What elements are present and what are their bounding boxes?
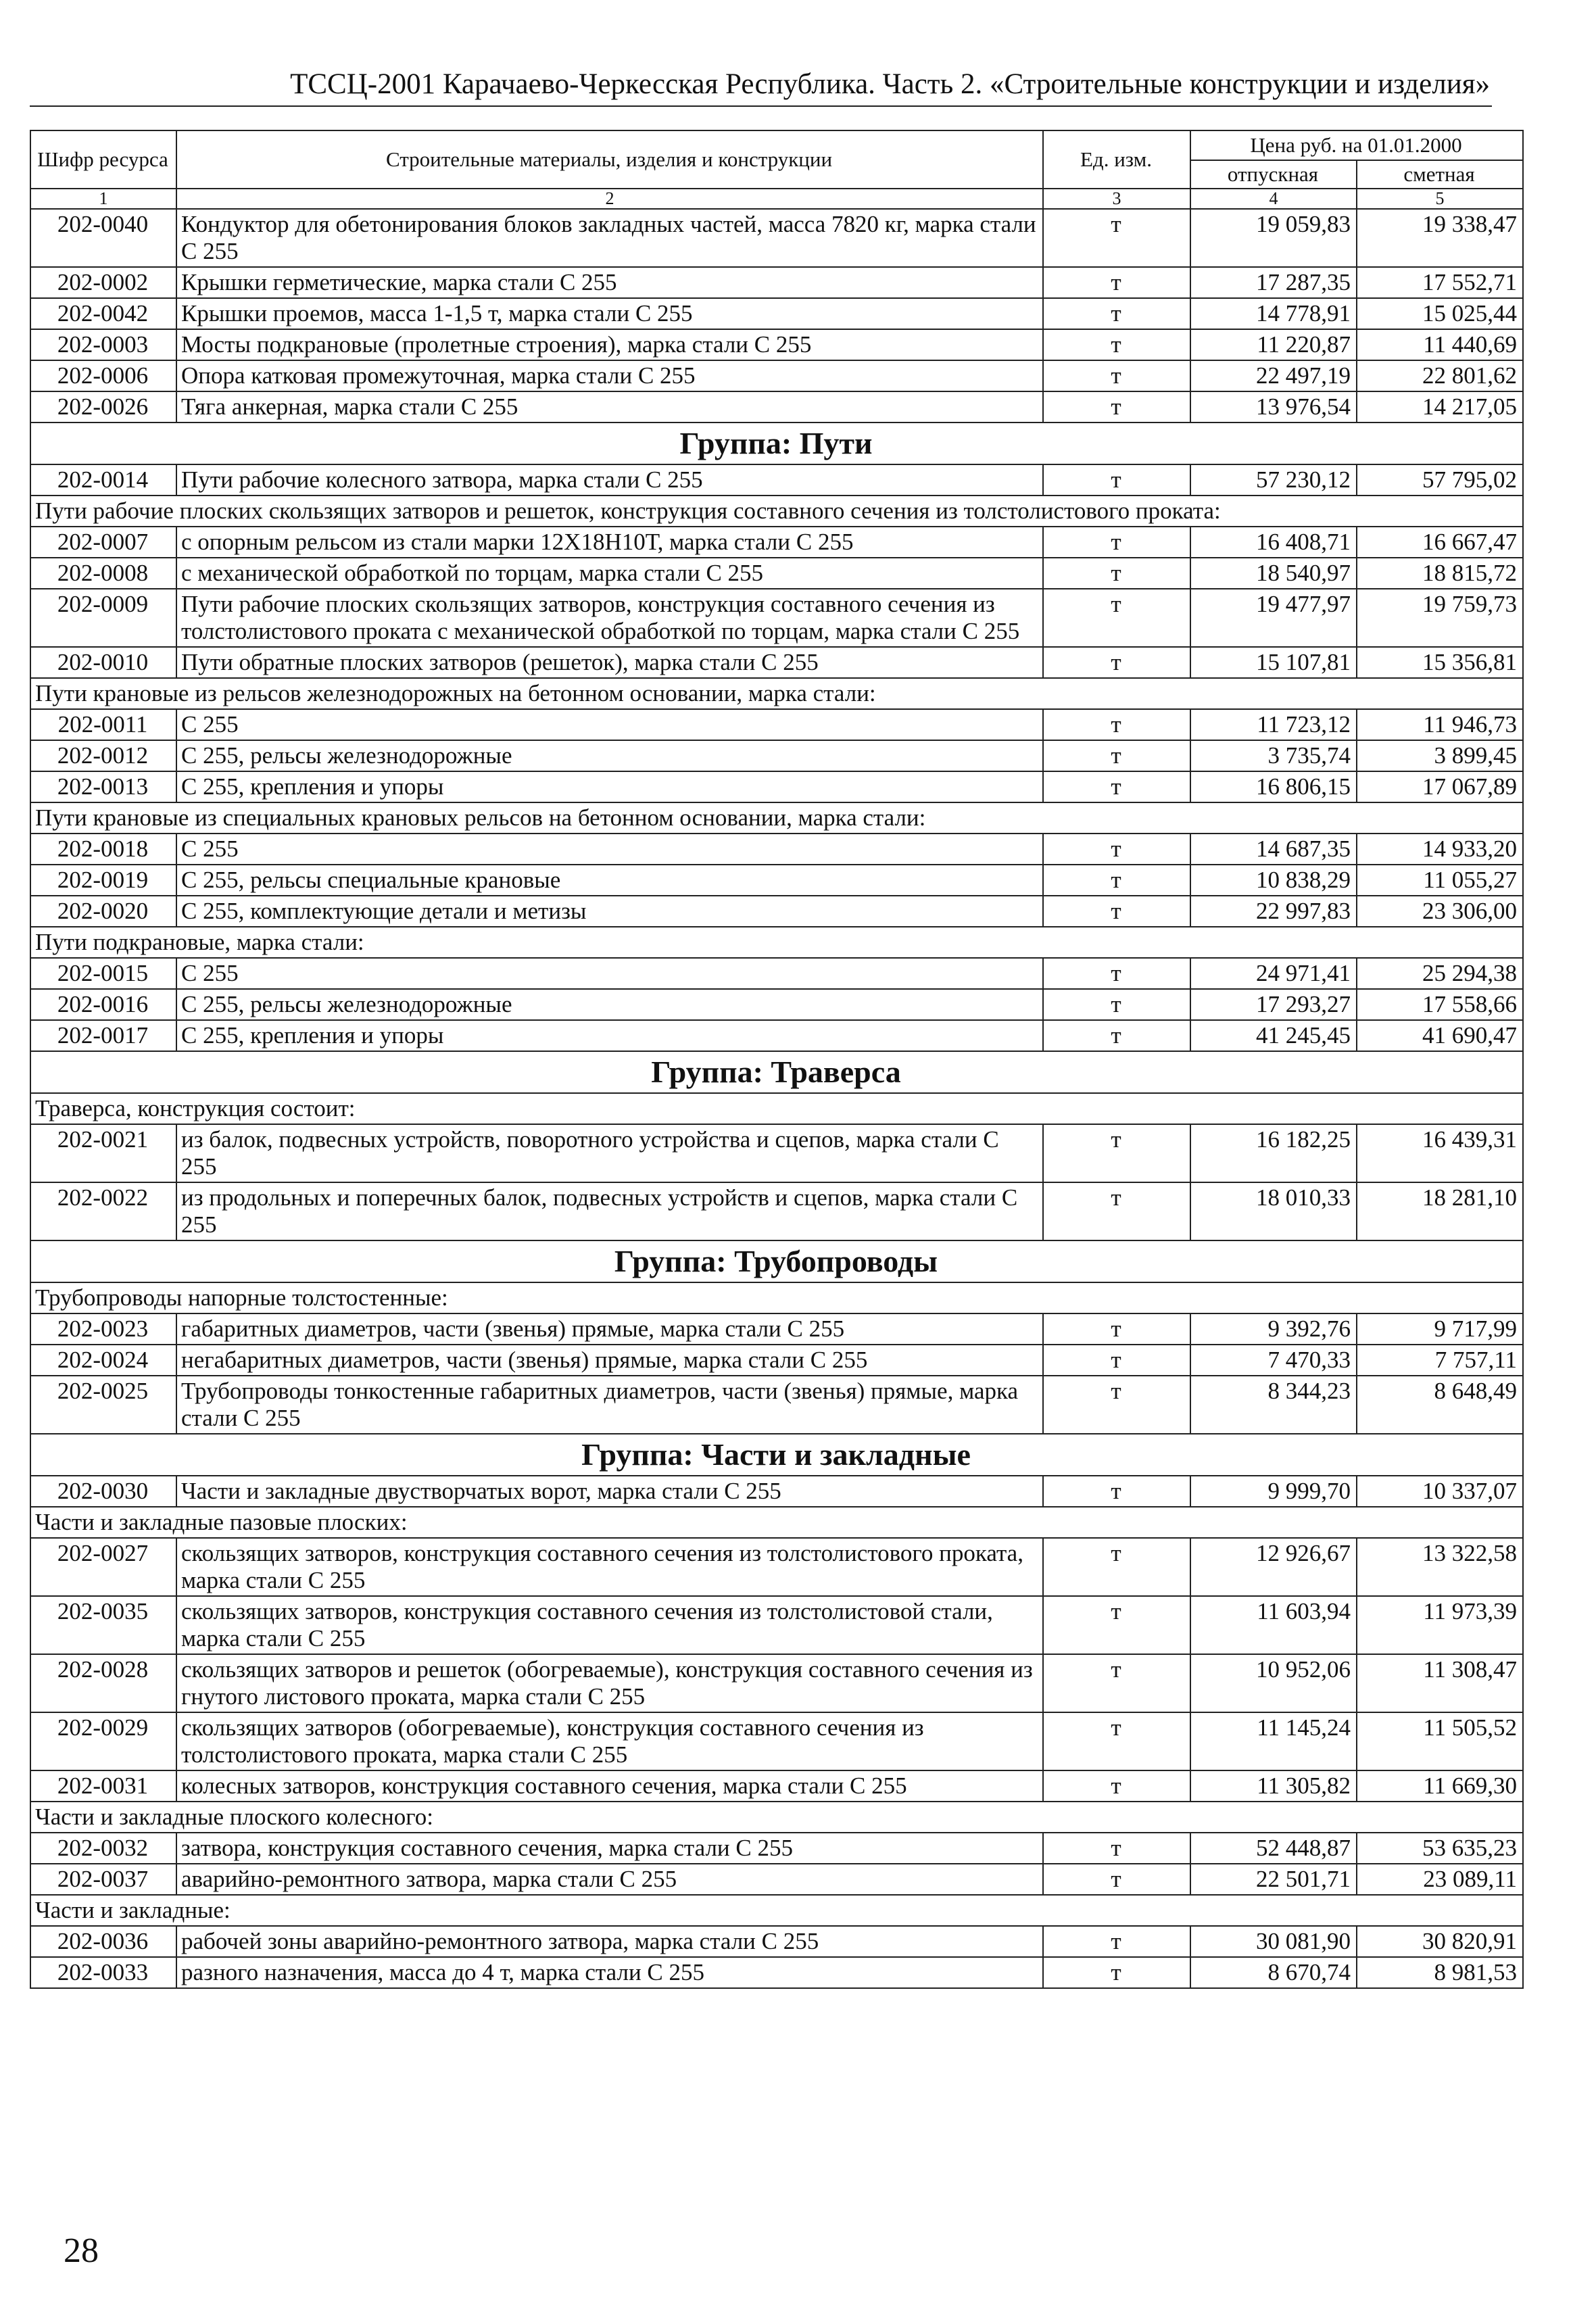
estimate-price-cell: 22 801,62 xyxy=(1357,360,1523,391)
unit-cell: т xyxy=(1043,1712,1190,1770)
table-row xyxy=(30,1712,1523,1770)
release-price-cell: 13 976,54 xyxy=(1190,391,1357,423)
material-name-cell: из продольных и поперечных балок, подвесных устройств и сцепов, марка стали С 255 xyxy=(176,1182,1043,1240)
table-row xyxy=(30,1538,1523,1596)
resource-code-cell: 202-0014 xyxy=(30,464,176,496)
release-price-cell: 22 501,71 xyxy=(1190,1864,1357,1895)
estimate-price-cell: 19 338,47 xyxy=(1357,209,1523,267)
estimate-price-cell: 53 635,23 xyxy=(1357,1833,1523,1864)
material-name-cell: затвора, конструкция составного сечения, марка стали С 255 xyxy=(176,1833,1043,1864)
unit-cell: т xyxy=(1043,298,1190,329)
resource-code-cell: 202-0020 xyxy=(30,896,176,927)
unit-cell: т xyxy=(1043,1182,1190,1240)
table-body xyxy=(30,209,1523,1988)
unit-cell: т xyxy=(1043,1957,1190,1988)
table-row xyxy=(30,464,1523,496)
resource-code-cell: 202-0009 xyxy=(30,589,176,647)
resource-code-cell: 202-0036 xyxy=(30,1926,176,1957)
table-row xyxy=(30,298,1523,329)
table-row xyxy=(30,267,1523,298)
unit-cell: т xyxy=(1043,360,1190,391)
estimate-price-cell: 57 795,02 xyxy=(1357,464,1523,496)
release-price-cell: 7 470,33 xyxy=(1190,1345,1357,1376)
material-name-cell: С 255, крепления и упоры xyxy=(176,1020,1043,1051)
unit-cell: т xyxy=(1043,1654,1190,1712)
release-price-cell: 18 010,33 xyxy=(1190,1182,1357,1240)
estimate-price-cell: 15 025,44 xyxy=(1357,298,1523,329)
resource-code-cell: 202-0028 xyxy=(30,1654,176,1712)
unit-cell: т xyxy=(1043,558,1190,589)
col-header-release: отпускная xyxy=(1190,160,1357,189)
resource-code-cell: 202-0015 xyxy=(30,958,176,989)
group-heading-row xyxy=(30,1051,1523,1093)
release-price-cell: 19 477,97 xyxy=(1190,589,1357,647)
table-row xyxy=(30,527,1523,558)
estimate-price-cell: 14 933,20 xyxy=(1357,834,1523,865)
estimate-price-cell: 3 899,45 xyxy=(1357,740,1523,771)
material-name-cell: скользящих затворов, конструкция составного сечения из толстолистовой стали, марка стали С 255 xyxy=(176,1596,1043,1654)
resource-code-cell: 202-0002 xyxy=(30,267,176,298)
material-name-cell: скользящих затворов, конструкция составного сечения из толстолистового проката, марка стали С 255 xyxy=(176,1538,1043,1596)
unit-cell: т xyxy=(1043,709,1190,740)
estimate-price-cell: 19 759,73 xyxy=(1357,589,1523,647)
estimate-price-cell: 15 356,81 xyxy=(1357,647,1523,678)
estimate-price-cell: 11 055,27 xyxy=(1357,865,1523,896)
release-price-cell: 12 926,67 xyxy=(1190,1538,1357,1596)
release-price-cell: 19 059,83 xyxy=(1190,209,1357,267)
estimate-price-cell: 16 667,47 xyxy=(1357,527,1523,558)
unit-cell: т xyxy=(1043,1020,1190,1051)
material-name-cell: Крышки проемов, масса 1-1,5 т, марка стали С 255 xyxy=(176,298,1043,329)
release-price-cell: 11 305,82 xyxy=(1190,1770,1357,1802)
unit-cell: т xyxy=(1043,1124,1190,1182)
unit-cell: т xyxy=(1043,1345,1190,1376)
col-header-unit: Ед. изм. xyxy=(1043,130,1190,189)
subheading-row xyxy=(30,927,1523,958)
table-row xyxy=(30,1345,1523,1376)
estimate-price-cell: 11 505,52 xyxy=(1357,1712,1523,1770)
material-name-cell: аварийно-ремонтного затвора, марка стали С 255 xyxy=(176,1864,1043,1895)
material-name-cell: С 255, крепления и упоры xyxy=(176,771,1043,802)
resource-code-cell: 202-0011 xyxy=(30,709,176,740)
material-name-cell: Тяга анкерная, марка стали С 255 xyxy=(176,391,1043,423)
table-row xyxy=(30,647,1523,678)
unit-cell: т xyxy=(1043,865,1190,896)
resource-code-cell: 202-0007 xyxy=(30,527,176,558)
resource-code-cell: 202-0013 xyxy=(30,771,176,802)
material-name-cell: Пути рабочие плоских скользящих затворов, конструкция составного сечения из толстолистового проката с механической обработкой по торцам, марка стали С 255 xyxy=(176,589,1043,647)
estimate-price-cell: 25 294,38 xyxy=(1357,958,1523,989)
table-row xyxy=(30,834,1523,865)
table-row xyxy=(30,771,1523,802)
resource-code-cell: 202-0019 xyxy=(30,865,176,896)
resource-code-cell: 202-0032 xyxy=(30,1833,176,1864)
estimate-price-cell: 17 558,66 xyxy=(1357,989,1523,1020)
release-price-cell: 10 838,29 xyxy=(1190,865,1357,896)
page-header: ТССЦ-2001 Карачаево-Черкесская Республика. Часть 2. «Строительные конструкции и изделия» xyxy=(290,68,1490,100)
release-price-cell: 11 723,12 xyxy=(1190,709,1357,740)
unit-cell: т xyxy=(1043,1376,1190,1434)
estimate-price-cell: 17 552,71 xyxy=(1357,267,1523,298)
subheading-row xyxy=(30,1895,1523,1926)
material-name-cell: С 255, комплектующие детали и метизы xyxy=(176,896,1043,927)
release-price-cell: 16 806,15 xyxy=(1190,771,1357,802)
col-number: 3 xyxy=(1043,189,1190,209)
unit-cell: т xyxy=(1043,527,1190,558)
table-row xyxy=(30,558,1523,589)
unit-cell: т xyxy=(1043,1926,1190,1957)
estimate-price-cell: 17 067,89 xyxy=(1357,771,1523,802)
resource-code-cell: 202-0006 xyxy=(30,360,176,391)
unit-cell: т xyxy=(1043,896,1190,927)
release-price-cell: 17 293,27 xyxy=(1190,989,1357,1020)
group-heading: Группа: Пути xyxy=(30,423,1523,464)
subheading-row xyxy=(30,496,1523,527)
unit-cell: т xyxy=(1043,834,1190,865)
col-header-name: Строительные материалы, изделия и конструкции xyxy=(176,130,1043,189)
material-name-cell: С 255 xyxy=(176,834,1043,865)
material-name-cell: с опорным рельсом из стали марки 12Х18Н10Т, марка стали С 255 xyxy=(176,527,1043,558)
table-row xyxy=(30,209,1523,267)
material-name-cell: Мосты подкрановые (пролетные строения), марка стали С 255 xyxy=(176,329,1043,360)
unit-cell: т xyxy=(1043,589,1190,647)
material-name-cell: С 255, рельсы железнодорожные xyxy=(176,989,1043,1020)
table-row xyxy=(30,896,1523,927)
unit-cell: т xyxy=(1043,1596,1190,1654)
price-table xyxy=(30,130,1524,1989)
material-name-cell: негабаритных диаметров, части (звенья) прямые, марка стали С 255 xyxy=(176,1345,1043,1376)
resource-code-cell: 202-0037 xyxy=(30,1864,176,1895)
release-price-cell: 16 408,71 xyxy=(1190,527,1357,558)
estimate-price-cell: 11 308,47 xyxy=(1357,1654,1523,1712)
unit-cell: т xyxy=(1043,209,1190,267)
table-row xyxy=(30,1476,1523,1507)
col-header-estimate: сметная xyxy=(1357,160,1523,189)
estimate-price-cell: 16 439,31 xyxy=(1357,1124,1523,1182)
unit-cell: т xyxy=(1043,958,1190,989)
subheading-row xyxy=(30,1507,1523,1538)
subheading-row xyxy=(30,1093,1523,1124)
group-heading-row xyxy=(30,1240,1523,1282)
subheading-row xyxy=(30,802,1523,834)
material-name-cell: Части и закладные двустворчатых ворот, марка стали С 255 xyxy=(176,1476,1043,1507)
resource-code-cell: 202-0003 xyxy=(30,329,176,360)
release-price-cell: 14 778,91 xyxy=(1190,298,1357,329)
table-row xyxy=(30,1376,1523,1434)
estimate-price-cell: 11 669,30 xyxy=(1357,1770,1523,1802)
material-name-cell: из балок, подвесных устройств, поворотного устройства и сцепов, марка стали С 255 xyxy=(176,1124,1043,1182)
table-row xyxy=(30,958,1523,989)
unit-cell: т xyxy=(1043,329,1190,360)
estimate-price-cell: 18 281,10 xyxy=(1357,1182,1523,1240)
table-row xyxy=(30,1864,1523,1895)
resource-code-cell: 202-0030 xyxy=(30,1476,176,1507)
table-row xyxy=(30,709,1523,740)
table-row xyxy=(30,1770,1523,1802)
material-name-cell: Крышки герметические, марка стали С 255 xyxy=(176,267,1043,298)
table-row xyxy=(30,1124,1523,1182)
resource-code-cell: 202-0023 xyxy=(30,1313,176,1345)
table-row xyxy=(30,1596,1523,1654)
material-name-cell: рабочей зоны аварийно-ремонтного затвора, марка стали С 255 xyxy=(176,1926,1043,1957)
unit-cell: т xyxy=(1043,267,1190,298)
estimate-price-cell: 18 815,72 xyxy=(1357,558,1523,589)
table-row xyxy=(30,1654,1523,1712)
release-price-cell: 57 230,12 xyxy=(1190,464,1357,496)
table-row xyxy=(30,1926,1523,1957)
table-row xyxy=(30,360,1523,391)
table-row xyxy=(30,1182,1523,1240)
table-row xyxy=(30,1833,1523,1864)
resource-code-cell: 202-0029 xyxy=(30,1712,176,1770)
release-price-cell: 8 344,23 xyxy=(1190,1376,1357,1434)
group-heading: Группа: Части и закладные xyxy=(30,1434,1523,1476)
release-price-cell: 11 220,87 xyxy=(1190,329,1357,360)
release-price-cell: 17 287,35 xyxy=(1190,267,1357,298)
table-row xyxy=(30,989,1523,1020)
group-heading: Группа: Трубопроводы xyxy=(30,1240,1523,1282)
resource-code-cell: 202-0026 xyxy=(30,391,176,423)
subheading: Траверса, конструкция состоит: xyxy=(30,1093,1523,1124)
subheading: Трубопроводы напорные толстостенные: xyxy=(30,1282,1523,1313)
material-name-cell: С 255 xyxy=(176,958,1043,989)
estimate-price-cell: 23 089,11 xyxy=(1357,1864,1523,1895)
col-number: 2 xyxy=(176,189,1043,209)
col-number: 4 xyxy=(1190,189,1357,209)
subheading-row xyxy=(30,678,1523,709)
resource-code-cell: 202-0022 xyxy=(30,1182,176,1240)
unit-cell: т xyxy=(1043,1538,1190,1596)
subheading: Пути рабочие плоских скользящих затворов и решеток, конструкция составного сечения из толстолистового проката: xyxy=(30,496,1523,527)
material-name-cell: С 255 xyxy=(176,709,1043,740)
release-price-cell: 16 182,25 xyxy=(1190,1124,1357,1182)
table-row xyxy=(30,589,1523,647)
release-price-cell: 9 999,70 xyxy=(1190,1476,1357,1507)
resource-code-cell: 202-0027 xyxy=(30,1538,176,1596)
release-price-cell: 18 540,97 xyxy=(1190,558,1357,589)
material-name-cell: С 255, рельсы специальные крановые xyxy=(176,865,1043,896)
estimate-price-cell: 11 440,69 xyxy=(1357,329,1523,360)
material-name-cell: разного назначения, масса до 4 т, марка стали С 255 xyxy=(176,1957,1043,1988)
estimate-price-cell: 11 946,73 xyxy=(1357,709,1523,740)
resource-code-cell: 202-0024 xyxy=(30,1345,176,1376)
col-number: 1 xyxy=(30,189,176,209)
resource-code-cell: 202-0042 xyxy=(30,298,176,329)
col-header-price-group: Цена руб. на 01.01.2000 xyxy=(1190,130,1523,160)
estimate-price-cell: 9 717,99 xyxy=(1357,1313,1523,1345)
subheading-row xyxy=(30,1802,1523,1833)
unit-cell: т xyxy=(1043,1476,1190,1507)
estimate-price-cell: 41 690,47 xyxy=(1357,1020,1523,1051)
release-price-cell: 11 603,94 xyxy=(1190,1596,1357,1654)
release-price-cell: 9 392,76 xyxy=(1190,1313,1357,1345)
release-price-cell: 14 687,35 xyxy=(1190,834,1357,865)
release-price-cell: 41 245,45 xyxy=(1190,1020,1357,1051)
group-heading-row xyxy=(30,423,1523,464)
release-price-cell: 11 145,24 xyxy=(1190,1712,1357,1770)
unit-cell: т xyxy=(1043,740,1190,771)
unit-cell: т xyxy=(1043,464,1190,496)
estimate-price-cell: 23 306,00 xyxy=(1357,896,1523,927)
table-row xyxy=(30,1957,1523,1988)
unit-cell: т xyxy=(1043,1833,1190,1864)
resource-code-cell: 202-0035 xyxy=(30,1596,176,1654)
estimate-price-cell: 8 648,49 xyxy=(1357,1376,1523,1434)
col-header-code: Шифр ресурса xyxy=(30,130,176,189)
subheading: Пути подкрановые, марка стали: xyxy=(30,927,1523,958)
material-name-cell: Опора катковая промежуточная, марка стали С 255 xyxy=(176,360,1043,391)
table-row xyxy=(30,1020,1523,1051)
resource-code-cell: 202-0025 xyxy=(30,1376,176,1434)
release-price-cell: 15 107,81 xyxy=(1190,647,1357,678)
header-rule xyxy=(30,105,1492,107)
estimate-price-cell: 8 981,53 xyxy=(1357,1957,1523,1988)
release-price-cell: 30 081,90 xyxy=(1190,1926,1357,1957)
material-name-cell: С 255, рельсы железнодорожные xyxy=(176,740,1043,771)
release-price-cell: 10 952,06 xyxy=(1190,1654,1357,1712)
unit-cell: т xyxy=(1043,771,1190,802)
subheading: Части и закладные плоского колесного: xyxy=(30,1802,1523,1833)
unit-cell: т xyxy=(1043,1313,1190,1345)
group-heading-row xyxy=(30,1434,1523,1476)
resource-code-cell: 202-0040 xyxy=(30,209,176,267)
material-name-cell: Трубопроводы тонкостенные габаритных диаметров, части (звенья) прямые, марка стали С 255 xyxy=(176,1376,1043,1434)
release-price-cell: 22 997,83 xyxy=(1190,896,1357,927)
subheading: Части и закладные пазовые плоских: xyxy=(30,1507,1523,1538)
table-row xyxy=(30,391,1523,423)
table-row xyxy=(30,865,1523,896)
resource-code-cell: 202-0010 xyxy=(30,647,176,678)
subheading: Пути крановые из рельсов железнодорожных на бетонном основании, марка стали: xyxy=(30,678,1523,709)
resource-code-cell: 202-0018 xyxy=(30,834,176,865)
material-name-cell: с механической обработкой по торцам, марка стали С 255 xyxy=(176,558,1043,589)
page-number: 28 xyxy=(64,2231,99,2270)
resource-code-cell: 202-0008 xyxy=(30,558,176,589)
material-name-cell: габаритных диаметров, части (звенья) прямые, марка стали С 255 xyxy=(176,1313,1043,1345)
subheading-row xyxy=(30,1282,1523,1313)
unit-cell: т xyxy=(1043,1770,1190,1802)
release-price-cell: 22 497,19 xyxy=(1190,360,1357,391)
unit-cell: т xyxy=(1043,647,1190,678)
table-row xyxy=(30,740,1523,771)
release-price-cell: 3 735,74 xyxy=(1190,740,1357,771)
material-name-cell: колесных затворов, конструкция составного сечения, марка стали С 255 xyxy=(176,1770,1043,1802)
resource-code-cell: 202-0017 xyxy=(30,1020,176,1051)
resource-code-cell: 202-0021 xyxy=(30,1124,176,1182)
resource-code-cell: 202-0016 xyxy=(30,989,176,1020)
estimate-price-cell: 14 217,05 xyxy=(1357,391,1523,423)
material-name-cell: Кондуктор для обетонирования блоков закладных частей, масса 7820 кг, марка стали С 255 xyxy=(176,209,1043,267)
col-number: 5 xyxy=(1357,189,1523,209)
release-price-cell: 24 971,41 xyxy=(1190,958,1357,989)
release-price-cell: 52 448,87 xyxy=(1190,1833,1357,1864)
unit-cell: т xyxy=(1043,391,1190,423)
material-name-cell: Пути обратные плоских затворов (решеток), марка стали С 255 xyxy=(176,647,1043,678)
estimate-price-cell: 30 820,91 xyxy=(1357,1926,1523,1957)
table-row xyxy=(30,329,1523,360)
estimate-price-cell: 13 322,58 xyxy=(1357,1538,1523,1596)
subheading: Части и закладные: xyxy=(30,1895,1523,1926)
unit-cell: т xyxy=(1043,1864,1190,1895)
resource-code-cell: 202-0031 xyxy=(30,1770,176,1802)
subheading: Пути крановые из специальных крановых рельсов на бетонном основании, марка стали: xyxy=(30,802,1523,834)
table-row xyxy=(30,1313,1523,1345)
estimate-price-cell: 11 973,39 xyxy=(1357,1596,1523,1654)
group-heading: Группа: Траверса xyxy=(30,1051,1523,1093)
unit-cell: т xyxy=(1043,989,1190,1020)
material-name-cell: Пути рабочие колесного затвора, марка стали С 255 xyxy=(176,464,1043,496)
resource-code-cell: 202-0012 xyxy=(30,740,176,771)
material-name-cell: скользящих затворов (обогреваемые), конструкция составного сечения из толстолистового проката, марка стали С 255 xyxy=(176,1712,1043,1770)
resource-code-cell: 202-0033 xyxy=(30,1957,176,1988)
estimate-price-cell: 10 337,07 xyxy=(1357,1476,1523,1507)
material-name-cell: скользящих затворов и решеток (обогреваемые), конструкция составного сечения из гнутого листового проката, марка стали С 255 xyxy=(176,1654,1043,1712)
release-price-cell: 8 670,74 xyxy=(1190,1957,1357,1988)
estimate-price-cell: 7 757,11 xyxy=(1357,1345,1523,1376)
